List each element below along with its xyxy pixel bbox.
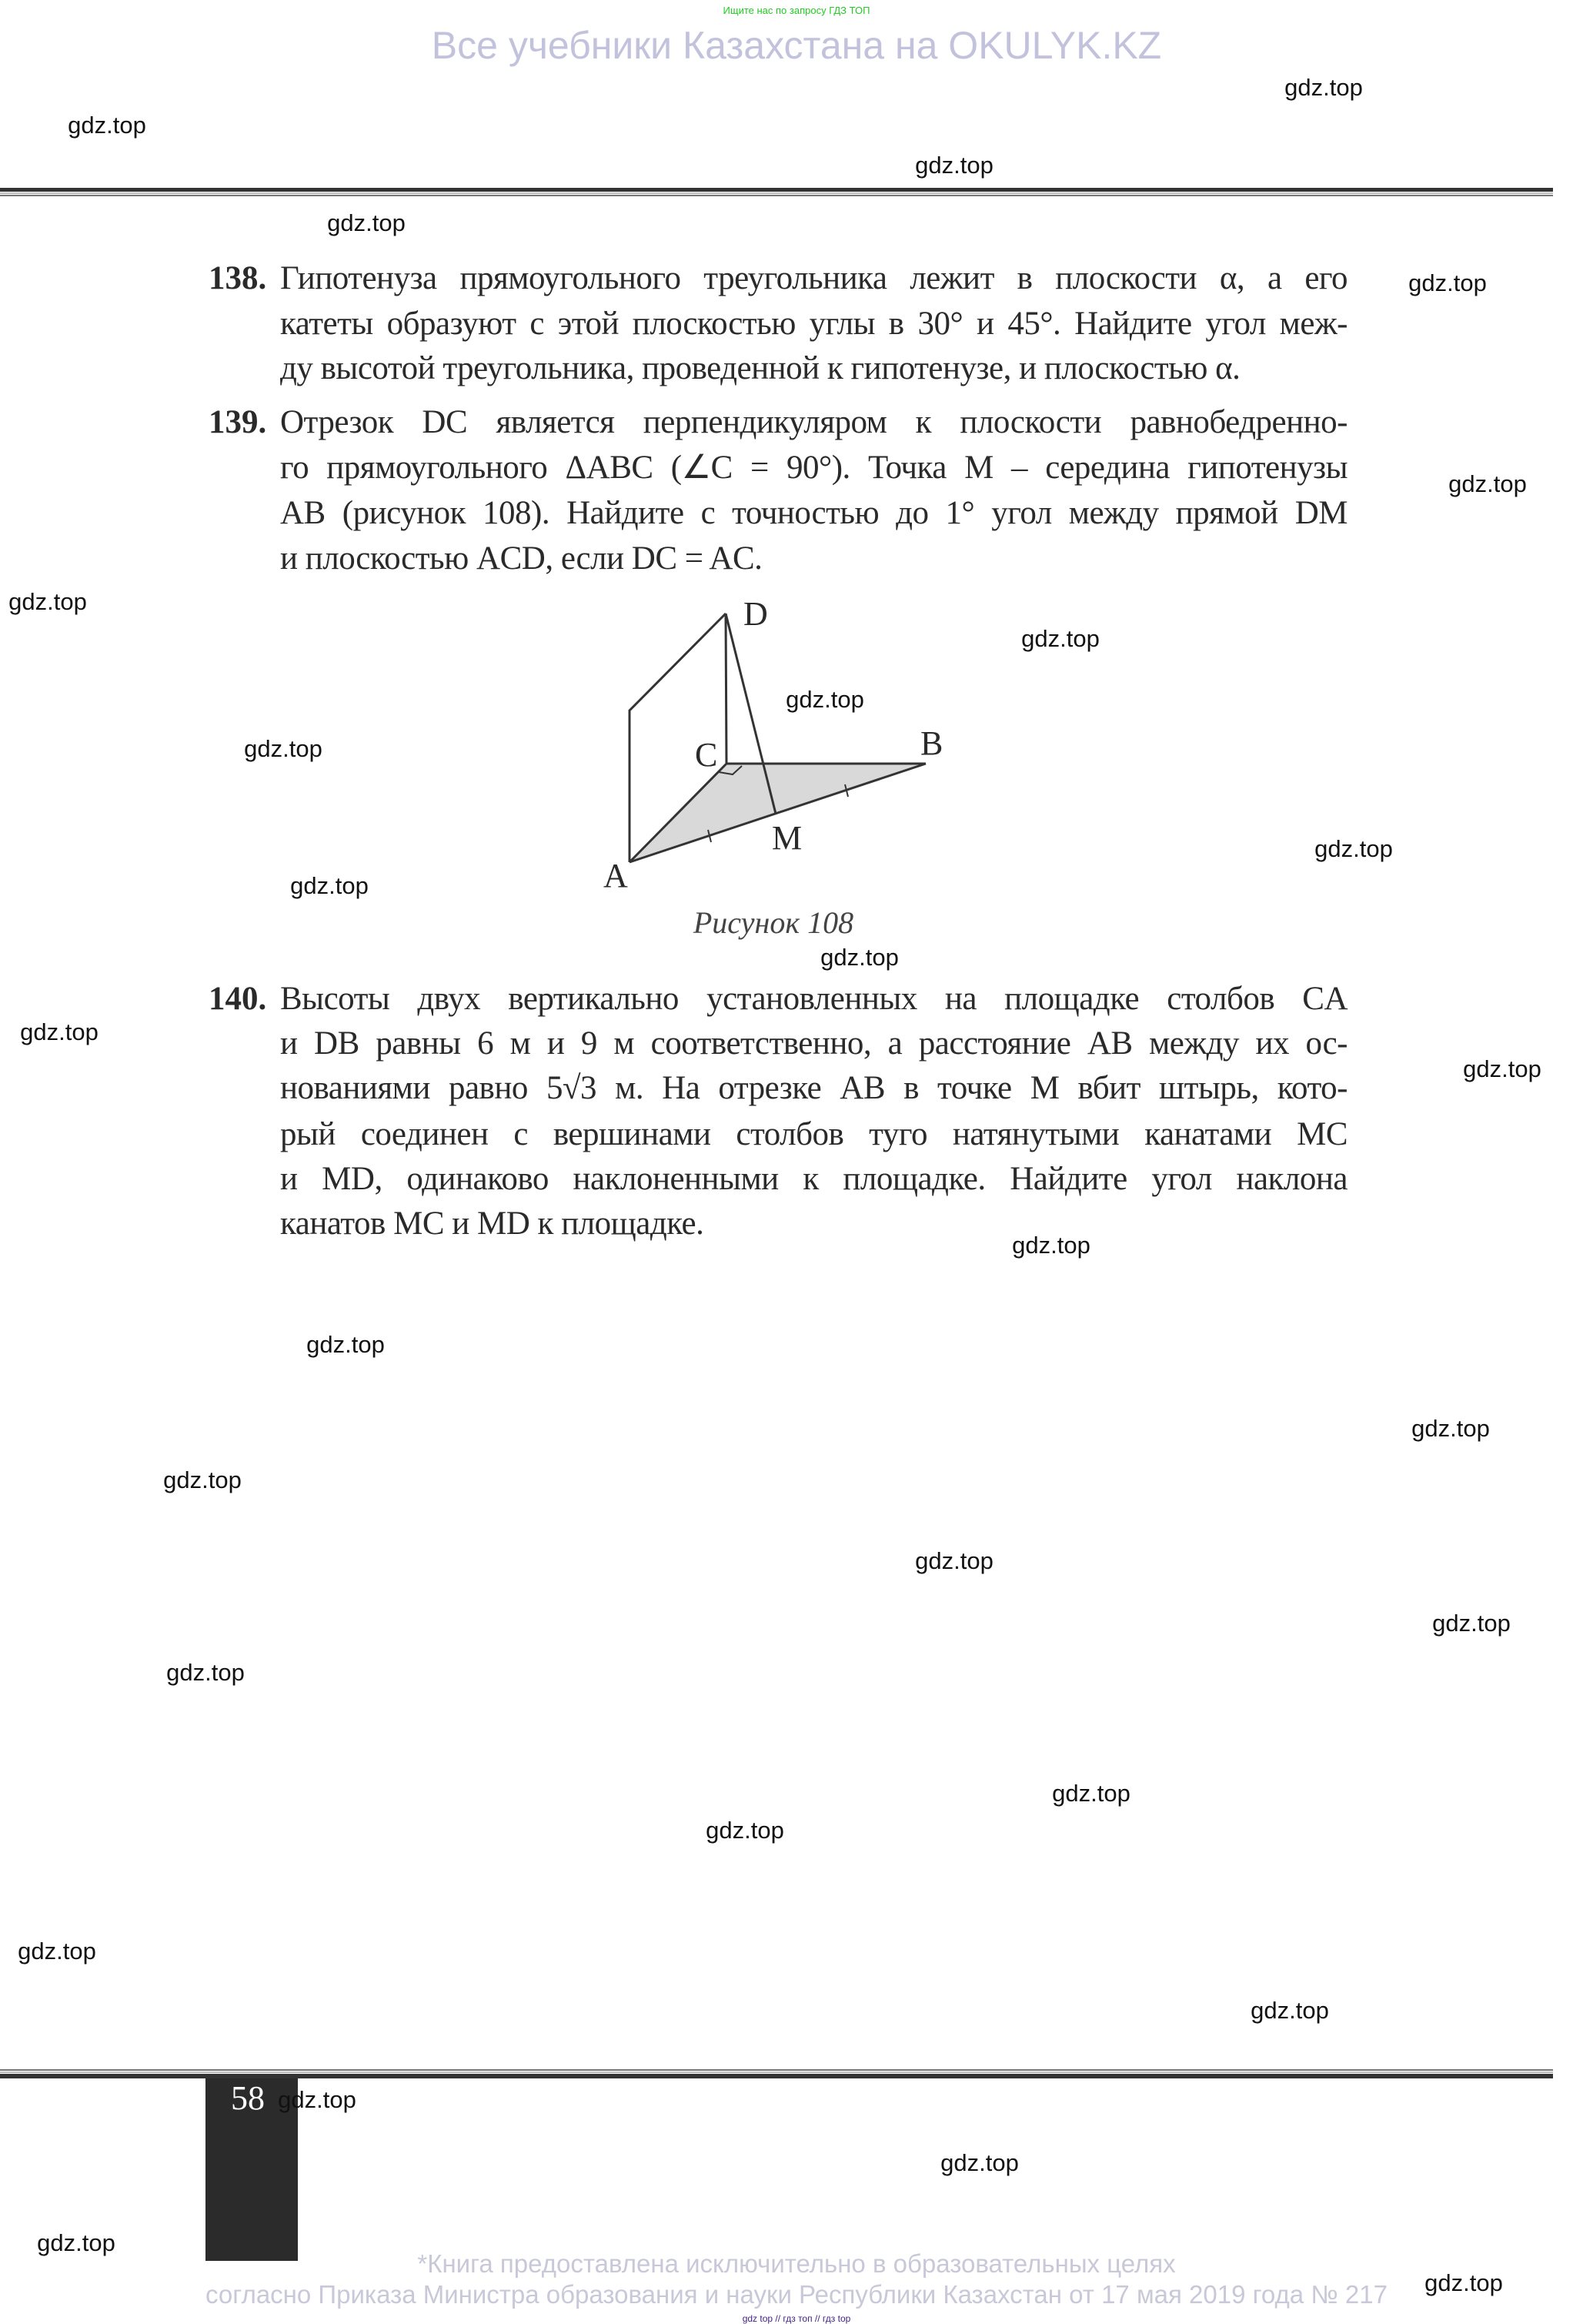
problem-text-line: го прямоугольного ΔABC (∠C = 90°). Точка M – середина гипотенузы: [280, 450, 1348, 486]
page-number: 58: [231, 2079, 265, 2117]
problem-text-line: и MD, одинаково наклоненными к площадке. Найдите угол наклона: [280, 1161, 1348, 1197]
watermark: gdz.top: [306, 1331, 385, 1358]
watermark: gdz.top: [68, 112, 146, 139]
watermark: gdz.top: [8, 588, 87, 615]
label-b: B: [920, 724, 943, 762]
watermark: gdz.top: [1411, 1415, 1490, 1442]
watermark: gdz.top: [1408, 269, 1487, 296]
watermark: gdz.top: [706, 1817, 784, 1844]
watermark: gdz.top: [1021, 625, 1100, 652]
watermark: gdz.top: [1432, 1610, 1511, 1637]
problem-text-line: AB (рисунок 108). Найдите с точностью до 1° угол между прямой DM: [280, 495, 1348, 531]
watermark: gdz.top: [1463, 1055, 1541, 1082]
footer-rule-mid: [0, 2069, 1553, 2071]
problem-text-line: и плоскостью ACD, если DC = AC.: [280, 540, 763, 577]
watermark: gdz.top: [915, 1547, 994, 1574]
problem-text-line: катеты образуют с этой плоскостью углы в 30° и 45°. Найдите угол меж-: [280, 306, 1348, 342]
label-a: A: [603, 857, 628, 894]
watermark: gdz.top: [1448, 470, 1527, 497]
watermark: gdz.top: [1251, 1997, 1329, 2024]
problem-text-line: канатов MC и MD к площадке.: [280, 1205, 704, 1242]
footer-links[interactable]: gdz top // гдз топ // гдз top: [742, 2313, 851, 2324]
watermark: gdz.top: [163, 1466, 242, 1493]
search-hint: Ищите нас по запросу ГДЗ ТОП: [723, 5, 870, 16]
watermark: gdz.top: [1424, 2269, 1503, 2296]
watermark: gdz.top: [278, 2086, 356, 2113]
problem-text-line: Высоты двух вертикально установленных на площадке столбов CA: [280, 981, 1348, 1017]
footer-rule-light: [0, 2072, 1553, 2073]
watermark: gdz.top: [820, 944, 899, 971]
label-d: D: [743, 595, 768, 633]
footer-disclaimer-line-1: *Книга предоставлена исключительно в образовательных целях: [417, 2249, 1176, 2278]
watermark: gdz.top: [1284, 74, 1363, 101]
problem-number: 139.: [209, 404, 267, 440]
watermark: gdz.top: [327, 209, 406, 236]
watermark: gdz.top: [290, 872, 369, 899]
watermark: gdz.top: [1012, 1232, 1090, 1259]
problem-text-line: Отрезок DC является перпендикуляром к плоскости равнобедренно-: [280, 404, 1348, 440]
watermark: gdz.top: [786, 686, 864, 713]
footer-disclaimer-line-2: согласно Приказа Министра образования и науки Республики Казахстан от 17 мая 2019 года № 217: [205, 2280, 1388, 2309]
watermark: gdz.top: [20, 1018, 99, 1045]
watermark: gdz.top: [1314, 835, 1393, 862]
watermark: gdz.top: [244, 735, 322, 762]
watermark: gdz.top: [940, 2149, 1019, 2176]
problem-text-line: ду высотой треугольника, проведенной к гипотенузе, и плоскостью α.: [280, 350, 1241, 386]
site-title[interactable]: Все учебники Казахстана на OKULYK.KZ: [431, 24, 1162, 67]
problem-text-line: рый соединен с вершинами столбов туго натянутыми канатами MC: [280, 1116, 1348, 1152]
label-m: M: [772, 819, 803, 857]
problem-text-line: и DB равны 6 м и 9 м соответственно, а расстояние AB между их ос-: [280, 1025, 1348, 1062]
label-c: C: [695, 736, 718, 774]
figure-caption: Рисунок 108: [693, 905, 854, 940]
watermark: gdz.top: [1052, 1780, 1130, 1807]
watermark: gdz.top: [915, 152, 994, 179]
problem-text-line: нованиями равно 5√3 м. На отрезке AB в точке M вбит штырь, кото-: [280, 1070, 1348, 1106]
problem-number: 140.: [209, 981, 267, 1017]
watermark: gdz.top: [18, 1938, 96, 1965]
problem-number: 138.: [209, 260, 267, 296]
watermark: gdz.top: [37, 2229, 115, 2256]
watermark: gdz.top: [166, 1659, 245, 1686]
problem-text-line: Гипотенуза прямоугольного треугольника лежит в плоскости α, а его: [280, 260, 1348, 296]
